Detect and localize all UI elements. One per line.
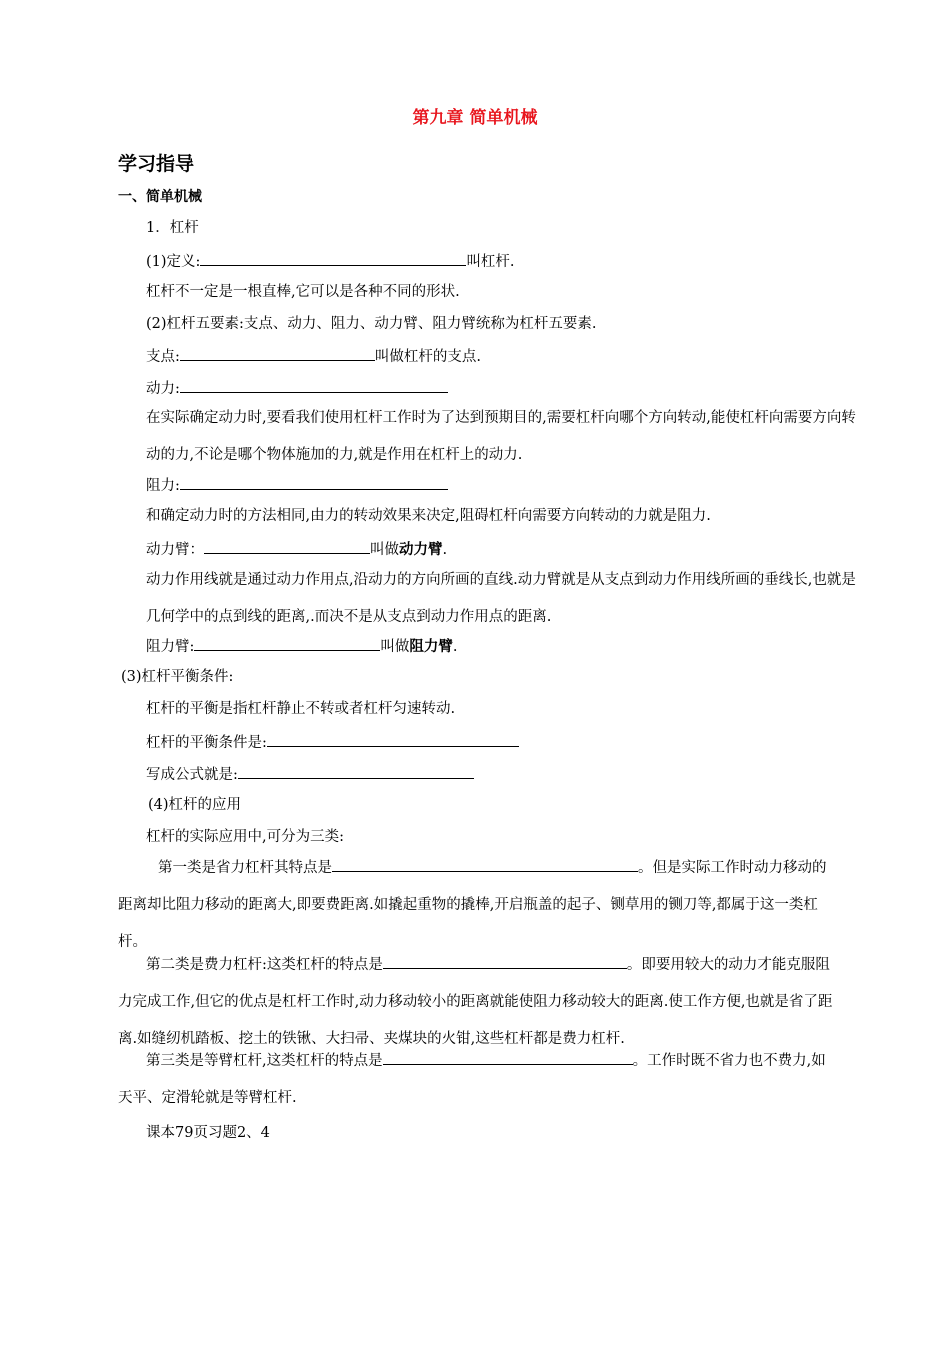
definition-prefix: (1)定义: [146, 254, 201, 270]
blank-line [194, 635, 380, 651]
balance-condition-line [146, 731, 519, 753]
blank-line [238, 763, 474, 779]
resistance-paragraph: 和确定动力时的方法相同,由力的转动效果来决定,阻碍杠杆向需要方向转动的力就是阻力. [146, 508, 711, 524]
type3-paragraph [118, 1043, 834, 1117]
five-elements: (2)杠杆五要素:支点、动力、阻力、动力臂、阻力臂统称为杠杆五要素. [146, 316, 597, 332]
resistance-prefix: 阻力: [146, 478, 180, 494]
type1-prefix: 第一类是省力杠杆其特点是 [158, 860, 332, 876]
fulcrum-suffix: 叫做杠杆的支点. [374, 349, 481, 365]
effort-arm-line [146, 538, 447, 560]
balance-title: (3)杠杆平衡条件: [121, 669, 234, 685]
effort-arm-mid: 叫做 [370, 542, 399, 558]
balance-condition-prefix: 杠杆的平衡条件是: [146, 735, 267, 751]
formula-prefix: 写成公式就是: [146, 767, 238, 783]
blank-line [200, 250, 466, 266]
effort-paragraph: 在实际确定动力时,要看我们使用杠杆工作时为了达到预期目的,需要杠杆向哪个方向转动,能使杠杆向需要方向转动的力,不论是哪个物体施加的力,就是作用在杠杆上的动力. [146, 410, 856, 463]
exercise-reference: 课本79页习题2、4 [146, 1125, 270, 1141]
section-heading: 学习指导 [118, 153, 195, 175]
resistance-arm-term: 阻力臂 [409, 639, 453, 655]
blank-line [383, 953, 627, 969]
blank-line [383, 1049, 633, 1065]
item-lever: 1．杠杆 [146, 220, 199, 236]
resistance-arm-mid: 叫做 [380, 639, 410, 655]
effort-arm-paragraph: 动力作用线就是通过动力作用点,沿动力的方向所画的直线.动力臂就是从支点到动力作用线所画的垂线长,也就是几何学中的点到线的距离,.而决不是从支点到动力作用点的距离. [146, 572, 856, 625]
type2-prefix: 第二类是费力杠杆:这类杠杆的特点是 [146, 957, 383, 973]
effort-arm-prefix: 动力臂： [146, 542, 204, 558]
period: . [442, 542, 448, 558]
definition-suffix: 叫杠杆. [466, 254, 515, 270]
definition-line [146, 250, 515, 272]
blank-line [332, 856, 638, 872]
blank-line [204, 538, 370, 554]
application-title: (4)杠杆的应用 [148, 797, 242, 813]
blank-line [267, 731, 519, 747]
application-note: 杠杆的实际应用中,可分为三类: [146, 829, 344, 845]
effort-line [146, 377, 448, 399]
subsection-heading: 一、简单机械 [118, 189, 202, 205]
type2-suffix: 。即要用较大的动力才能克服阻力完成工作,但它的优点是杠杆工作时,动力移动较小的距离就能使阻力移动较大的距离.使工作方便,也就是省了距离.如缝纫机踏板、挖土的铁锹、大扫帚、夹煤块的火钳,这些杠杆都是费力杠杆. [118, 957, 833, 1047]
period: . [452, 639, 458, 655]
type1-paragraph [118, 850, 834, 961]
type1-suffix: 。但是实际工作时动力移动的距离却比阻力移动的距离大,即要费距离.如撬起重物的撬棒,开启瓶盖的起子、铡草用的铡刀等,都属于这一类杠杆。 [118, 860, 827, 950]
type3-suffix: 。工作时既不省力也不费力,如天平、定滑轮就是等臂杠杆. [118, 1053, 826, 1106]
effort-arm-term: 动力臂 [399, 542, 443, 558]
blank-line [180, 345, 375, 361]
resistance-arm-prefix: 阻力臂: [146, 639, 195, 655]
blank-line [180, 377, 448, 393]
fulcrum-line [146, 345, 481, 367]
resistance-arm-line [146, 635, 458, 657]
formula-line [146, 763, 474, 785]
type2-paragraph [118, 947, 834, 1058]
balance-note: 杠杆的平衡是指杠杆静止不转或者杠杆匀速转动. [146, 701, 456, 717]
type3-prefix: 第三类是等臂杠杆,这类杠杆的特点是 [146, 1053, 383, 1069]
fulcrum-prefix: 支点: [146, 349, 180, 365]
effort-prefix: 动力: [146, 381, 180, 397]
resistance-line [146, 474, 448, 496]
blank-line [180, 474, 448, 490]
chapter-title: 第九章 简单机械 [412, 108, 538, 128]
lever-note: 杠杆不一定是一根直棒,它可以是各种不同的形状. [146, 284, 460, 300]
